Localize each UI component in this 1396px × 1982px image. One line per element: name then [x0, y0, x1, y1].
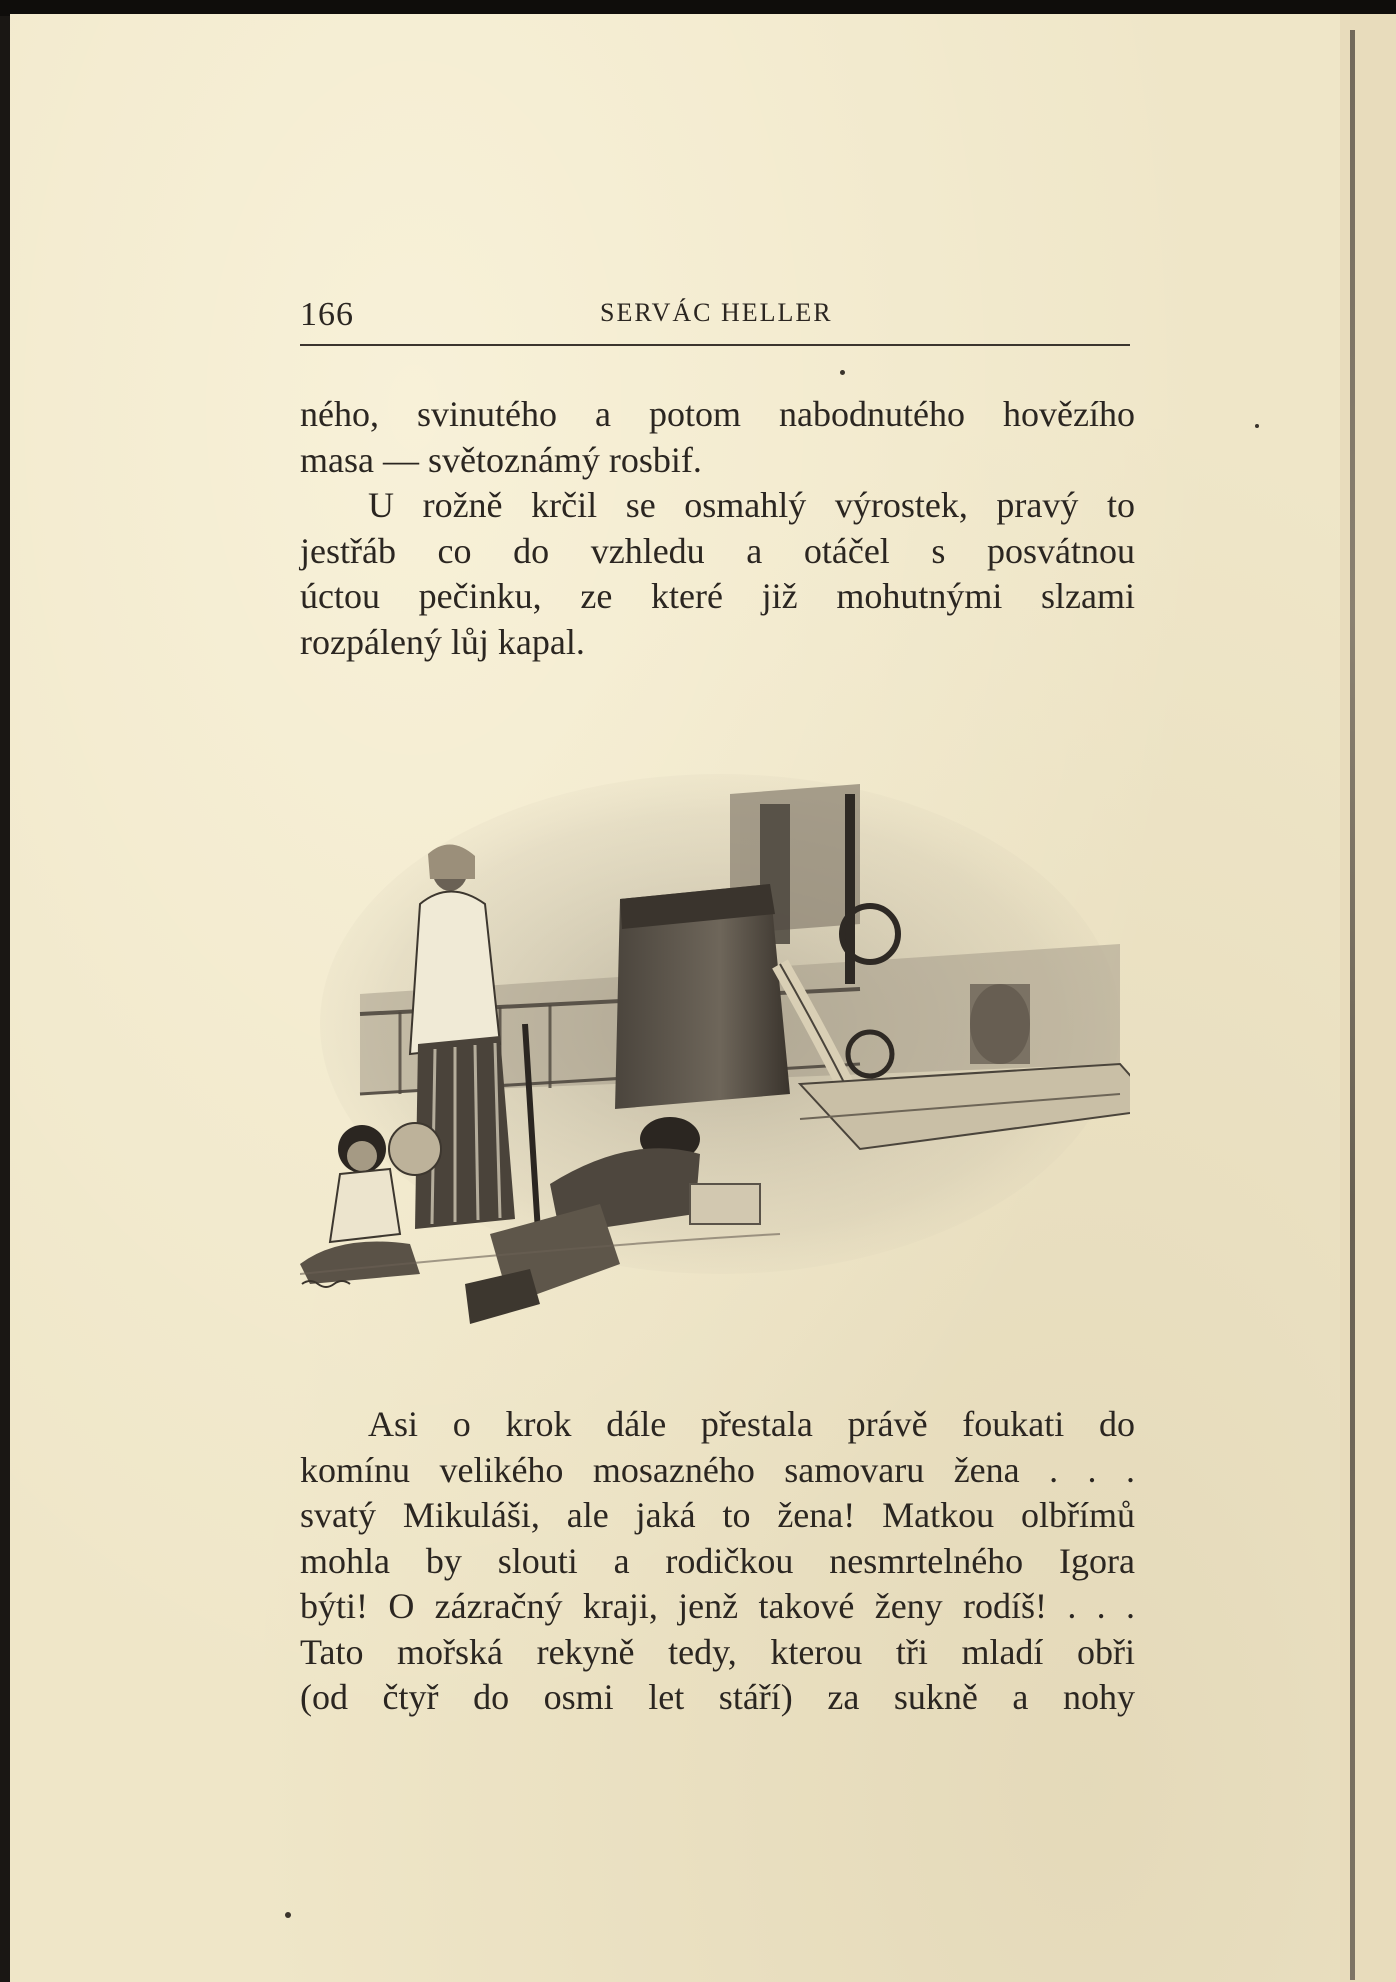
page-edge — [1340, 14, 1396, 1982]
engraving-illustration — [300, 764, 1130, 1354]
text-line: jestřáb co do vzhledu a otáčel s posvátnou — [300, 530, 1135, 571]
text-line: Asi o krok dále přestala právě foukati do — [368, 1404, 1135, 1444]
text-line: komínu velikého mosazného samovaru žena . . . — [300, 1449, 1135, 1490]
text-line: masa — světoznámý rosbif. — [300, 439, 702, 480]
text-line: (od čtyř do osmi let stáří) za sukně a nohy — [300, 1677, 1135, 1717]
running-head — [300, 296, 1130, 346]
text-line: ného, svinutého a potom nabodnutého hovězího — [300, 394, 1135, 434]
paper-speck — [1255, 424, 1259, 428]
text-line: úctou pečinku, ze které již mohutnými slzami — [300, 576, 1135, 616]
text-line: rozpálený lůj kapal. — [300, 621, 585, 662]
text-line: mohla by slouti a rodičkou nesmrtelného Igora — [300, 1540, 1135, 1581]
book-page — [10, 14, 1356, 1982]
binding-gutter — [1350, 30, 1355, 1980]
running-title: SERVÁC HELLER — [600, 298, 833, 327]
page-number: 166 — [300, 296, 354, 333]
paper-speck — [285, 1912, 291, 1918]
text-block-bottom — [300, 1402, 1135, 1721]
text-line: býti! O zázračný kraji, jenž takové ženy rodíš! . . . — [300, 1586, 1135, 1626]
text-line: Tato mořská rekyně tedy, kterou tři mladí obři — [300, 1631, 1135, 1672]
engraving-figures-on-ship-deck-icon — [300, 764, 1130, 1354]
text-block-top — [300, 392, 1135, 665]
text-line: svatý Mikuláši, ale jaká to žena! Matkou olbřímů — [300, 1495, 1135, 1535]
paper-speck — [840, 370, 845, 375]
text-line: U rožně krčil se osmahlý výrostek, pravý to — [368, 485, 1135, 525]
